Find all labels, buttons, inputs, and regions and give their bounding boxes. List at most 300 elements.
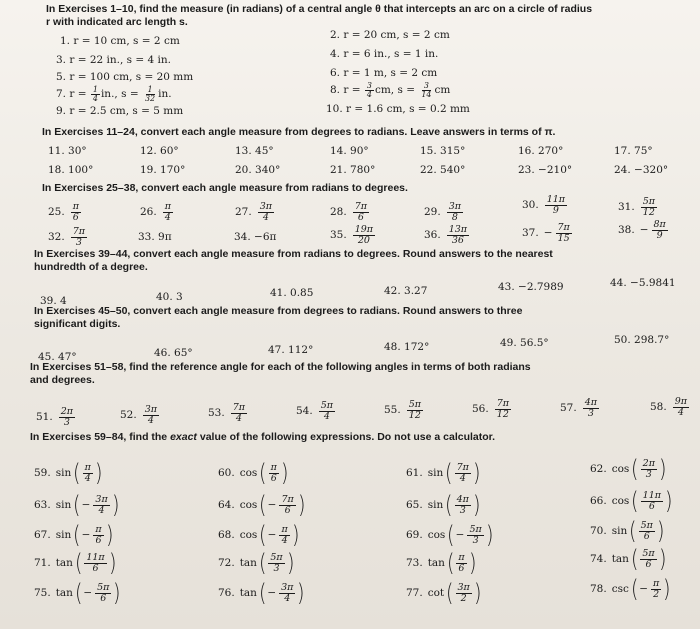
angle-fraction-denominator: 3 bbox=[63, 416, 70, 428]
exercise-2: 2. r = 20 cm, s = 2 cm bbox=[330, 29, 450, 41]
angle-fraction-denominator: 3 bbox=[273, 562, 280, 574]
angle-fraction bbox=[456, 583, 472, 604]
minus-sign: − bbox=[639, 224, 649, 236]
angle-fraction-numerator: 5π bbox=[640, 519, 653, 531]
exercise-deg-to-rad-round: 47. 112° bbox=[268, 344, 314, 356]
right-paren: ) bbox=[105, 521, 114, 549]
right-paren: ) bbox=[664, 487, 673, 515]
angle-fraction-denominator: 6 bbox=[645, 558, 652, 570]
angle-fraction bbox=[456, 553, 466, 574]
angle-fraction-denominator: 6 bbox=[357, 211, 364, 223]
angle-fraction bbox=[71, 227, 87, 248]
right-paren: ) bbox=[108, 549, 117, 577]
angle-fraction-denominator: 6 bbox=[100, 592, 107, 604]
angle-fraction-denominator: 4 bbox=[284, 592, 291, 604]
exercise-rad-to-deg bbox=[235, 199, 275, 225]
exercise-8-s-fraction: $\frac{3}{14}$ bbox=[421, 80, 432, 99]
angle-fraction-numerator: 5π bbox=[642, 547, 655, 559]
left-paren: ( bbox=[258, 579, 267, 607]
exercise-number: 75. bbox=[34, 587, 51, 599]
exercise-reference-angle bbox=[560, 395, 600, 421]
exercise-9: 9. r = 2.5 cm, s = 5 mm bbox=[56, 105, 184, 117]
exercise-number: 36. bbox=[424, 229, 441, 241]
section-7-heading-exact: exact bbox=[170, 431, 197, 443]
angle-fraction-denominator: 4 bbox=[98, 504, 105, 516]
angle-fraction bbox=[83, 463, 93, 484]
angle-fraction-denominator: 3 bbox=[472, 534, 479, 546]
exercise-6: 6. r = 1 m, s = 2 cm bbox=[330, 67, 438, 79]
exercise-exact-value bbox=[218, 460, 289, 486]
angle-fraction bbox=[268, 553, 284, 574]
angle-fraction-numerator: 3π bbox=[95, 493, 108, 505]
angle-fraction-denominator: 3 bbox=[587, 407, 594, 419]
exercise-deg-to-rad-round: 48. 172° bbox=[384, 341, 430, 353]
exercise-number: 28. bbox=[330, 206, 347, 218]
angle-fraction-denominator: 6 bbox=[643, 530, 650, 542]
angle-fraction-numerator: 5π bbox=[97, 581, 110, 593]
angle-fraction-denominator: 4 bbox=[323, 410, 330, 422]
angle-fraction-numerator: π bbox=[458, 551, 465, 563]
exercise-number: 56. bbox=[472, 403, 489, 415]
exercise-number: 35. bbox=[330, 229, 347, 241]
exercise-number: 66. bbox=[590, 495, 607, 507]
right-paren: ) bbox=[656, 517, 665, 545]
exercise-number: 30. bbox=[522, 199, 539, 211]
exercise-exact-value bbox=[406, 492, 481, 518]
exercise-number: 65. bbox=[406, 499, 423, 511]
angle-fraction-numerator: 7π bbox=[557, 221, 570, 233]
trig-function: sin bbox=[55, 499, 72, 511]
left-paren: ( bbox=[630, 575, 639, 603]
angle-fraction-denominator: 6 bbox=[270, 472, 277, 484]
exercise-8-text-c: cm bbox=[434, 84, 451, 96]
exercise-4: 4. r = 6 in., s = 1 in. bbox=[330, 48, 439, 60]
section-5-heading-line2: significant digits. bbox=[34, 318, 121, 330]
exercise-deg-to-rad-round: 50. 298.7° bbox=[614, 334, 670, 346]
exercise-number: 52. bbox=[120, 409, 137, 421]
exercise-exact-value bbox=[218, 580, 306, 606]
exercise-1: 1. r = 10 cm, s = 2 cm bbox=[60, 35, 180, 47]
angle-fraction-numerator: π bbox=[270, 461, 277, 473]
left-paren: ( bbox=[631, 455, 639, 483]
exercise-deg-to-rad-round: 46. 65° bbox=[154, 347, 193, 359]
exercise-exact-value bbox=[406, 460, 481, 486]
exercise-exact-value bbox=[34, 580, 122, 606]
exercise-exact-value bbox=[406, 550, 477, 576]
angle-fraction-denominator: 4 bbox=[84, 472, 91, 484]
right-paren: ) bbox=[485, 521, 494, 549]
angle-fraction bbox=[95, 583, 111, 604]
right-paren: ) bbox=[472, 491, 481, 519]
exercise-7-text-c: in. bbox=[158, 88, 172, 100]
angle-fraction bbox=[651, 579, 661, 600]
section-1-heading-line2: r with indicated arc length s. bbox=[46, 16, 188, 28]
exercise-rad-to-deg-round: 42. 3.27 bbox=[384, 285, 428, 297]
angle-fraction bbox=[641, 491, 663, 512]
exercise-number: 27. bbox=[235, 206, 252, 218]
exercise-rad-to-deg bbox=[522, 192, 568, 218]
exercise-exact-value bbox=[34, 550, 117, 576]
angle-fraction bbox=[447, 225, 469, 246]
exercise-reference-angle bbox=[296, 398, 336, 424]
trig-function: cos bbox=[611, 463, 630, 475]
exercise-deg-row1: 15. 315° bbox=[420, 145, 466, 157]
trig-function: tan bbox=[239, 557, 257, 569]
minus-sign: − bbox=[639, 583, 649, 595]
exercise-number: 31. bbox=[618, 201, 635, 213]
angle-fraction-numerator: π bbox=[164, 200, 171, 212]
exercise-number: 73. bbox=[406, 557, 423, 569]
angle-fraction-denominator: 6 bbox=[72, 211, 79, 223]
section-6-heading-line2: and degrees. bbox=[30, 374, 95, 386]
exercise-7-text-b: in., s = bbox=[100, 88, 139, 100]
left-paren: ( bbox=[447, 521, 455, 549]
exercise-exact-value bbox=[218, 522, 300, 548]
angle-fraction bbox=[545, 195, 567, 216]
right-paren: ) bbox=[658, 455, 667, 483]
angle-fraction bbox=[556, 223, 572, 244]
exercise-number: 77. bbox=[406, 587, 423, 599]
left-paren: ( bbox=[74, 549, 83, 577]
exercise-reference-angle bbox=[36, 404, 76, 430]
exercise-number: 25. bbox=[48, 206, 65, 218]
exercise-exact-value bbox=[590, 576, 672, 602]
angle-fraction-numerator: 5π bbox=[320, 399, 333, 411]
exercise-7-s-fraction: $\frac{1}{32}$ bbox=[144, 84, 156, 103]
exercise-number: 38. bbox=[618, 224, 635, 236]
right-paren: ) bbox=[94, 459, 103, 487]
exercise-exact-value bbox=[590, 488, 673, 514]
minus-sign: − bbox=[455, 529, 465, 541]
exercise-number: 62. bbox=[590, 463, 607, 475]
exercise-8 bbox=[330, 80, 451, 99]
angle-fraction-denominator: 4 bbox=[677, 406, 684, 418]
angle-fraction-numerator: 5π bbox=[469, 523, 482, 535]
angle-fraction-numerator: 7π bbox=[232, 401, 245, 413]
exercise-number: 72. bbox=[218, 557, 235, 569]
angle-fraction-numerator: 5π bbox=[270, 551, 283, 563]
angle-fraction bbox=[279, 525, 289, 546]
exercise-rad-to-deg bbox=[48, 224, 88, 250]
left-paren: ( bbox=[630, 545, 639, 573]
section-4-heading-line1: In Exercises 39–44, convert each angle measure from radians to degrees. Round answers to the nearest bbox=[34, 248, 553, 260]
right-paren: ) bbox=[297, 579, 305, 607]
angle-fraction bbox=[495, 399, 511, 420]
angle-fraction-denominator: 2 bbox=[460, 592, 467, 604]
right-paren: ) bbox=[472, 459, 481, 487]
exercise-8-text-b: cm, s = bbox=[374, 84, 415, 96]
exercise-rad-to-deg-round: 41. 0.85 bbox=[270, 287, 314, 299]
exercise-rad-to-deg bbox=[424, 222, 470, 248]
angle-fraction bbox=[143, 405, 159, 426]
angle-fraction bbox=[71, 202, 81, 223]
exercise-reference-angle bbox=[208, 400, 248, 426]
angle-fraction-numerator: 8π bbox=[653, 218, 666, 230]
angle-fraction-denominator: 4 bbox=[235, 412, 242, 424]
angle-fraction-denominator: 6 bbox=[92, 562, 99, 574]
angle-fraction bbox=[673, 397, 689, 418]
section-4-heading-line2: hundredth of a degree. bbox=[34, 261, 148, 273]
angle-fraction bbox=[319, 401, 335, 422]
angle-fraction-denominator: 3 bbox=[645, 468, 652, 480]
right-paren: ) bbox=[297, 491, 306, 519]
exercise-exact-value bbox=[218, 492, 306, 518]
exercise-reference-angle bbox=[472, 396, 512, 422]
angle-fraction-numerator: 5π bbox=[408, 398, 421, 410]
angle-fraction-denominator: 2 bbox=[653, 588, 660, 600]
exercise-exact-value bbox=[34, 460, 103, 486]
exercise-number: 29. bbox=[424, 206, 441, 218]
exercise-exact-value bbox=[590, 456, 667, 482]
exercise-deg-row1: 11. 30° bbox=[48, 145, 87, 157]
exercise-deg-row2: 21. 780° bbox=[330, 164, 376, 176]
section-7-heading bbox=[30, 431, 495, 444]
exercise-deg-row1: 13. 45° bbox=[235, 145, 274, 157]
angle-fraction-denominator: 9 bbox=[656, 229, 663, 241]
angle-fraction-denominator: 8 bbox=[451, 211, 458, 223]
exercise-number: 69. bbox=[406, 529, 423, 541]
section-6-heading-line1: In Exercises 51–58, find the reference angle for each of the following angles in terms of both radians bbox=[30, 361, 531, 373]
angle-fraction bbox=[59, 407, 75, 428]
angle-fraction-denominator: 6 bbox=[284, 504, 291, 516]
angle-fraction bbox=[447, 202, 463, 223]
exercise-rad-to-deg bbox=[140, 199, 174, 225]
angle-fraction bbox=[455, 463, 471, 484]
minus-sign: − bbox=[267, 529, 277, 541]
left-paren: ( bbox=[258, 549, 267, 577]
exercise-deg-to-rad-round: 45. 47° bbox=[38, 351, 77, 363]
angle-fraction-numerator: π bbox=[653, 577, 660, 589]
exercise-rad-to-deg bbox=[618, 217, 669, 243]
angle-fraction bbox=[407, 400, 423, 421]
exercise-number: 63. bbox=[34, 499, 51, 511]
angle-fraction-denominator: 36 bbox=[451, 234, 464, 246]
left-paren: ( bbox=[259, 521, 267, 549]
angle-fraction bbox=[652, 220, 668, 241]
angle-fraction-denominator: 6 bbox=[95, 534, 102, 546]
minus-sign: − bbox=[267, 587, 277, 599]
exercise-exact-value bbox=[218, 550, 295, 576]
angle-fraction-numerator: 11π bbox=[642, 489, 662, 501]
angle-fraction bbox=[639, 521, 655, 542]
exercise-number: 78. bbox=[590, 583, 607, 595]
exercise-number: 70. bbox=[590, 525, 607, 537]
exercise-number: 26. bbox=[140, 206, 157, 218]
section-1-heading-line1: In Exercises 1–10, find the measure (in radians) of a central angle θ that intercepts an arc on a circle of radius bbox=[46, 3, 593, 15]
left-paren: ( bbox=[446, 549, 455, 577]
exercise-deg-row2: 22. 540° bbox=[420, 164, 466, 176]
left-paren: ( bbox=[629, 517, 637, 545]
angle-fraction bbox=[93, 525, 103, 546]
angle-fraction-numerator: π bbox=[84, 461, 91, 473]
minus-sign: − bbox=[543, 227, 553, 239]
exercise-5: 5. r = 100 cm, s = 20 mm bbox=[56, 71, 194, 83]
angle-fraction-denominator: 4 bbox=[147, 414, 154, 426]
angle-fraction bbox=[231, 403, 247, 424]
angle-fraction-denominator: 4 bbox=[262, 211, 269, 223]
exercise-rad-to-deg-round: 40. 3 bbox=[156, 291, 183, 303]
angle-fraction-denominator: 3 bbox=[459, 504, 466, 516]
angle-fraction bbox=[467, 525, 483, 546]
angle-fraction bbox=[269, 463, 279, 484]
left-paren: ( bbox=[446, 579, 454, 607]
exercise-34: 34. −6π bbox=[234, 231, 277, 243]
exercise-deg-row1: 14. 90° bbox=[330, 145, 369, 157]
exercise-number: 76. bbox=[218, 587, 235, 599]
angle-fraction bbox=[353, 202, 369, 223]
exercise-10: 10. r = 1.6 cm, s = 0.2 mm bbox=[326, 103, 470, 115]
angle-fraction bbox=[641, 197, 657, 218]
trig-function: cos bbox=[239, 467, 258, 479]
exercise-deg-row2: 18. 100° bbox=[48, 164, 94, 176]
exercise-exact-value bbox=[34, 492, 120, 518]
trig-function: cot bbox=[427, 587, 445, 599]
left-paren: ( bbox=[445, 491, 453, 519]
trig-function: sin bbox=[611, 525, 628, 537]
angle-fraction-denominator: 12 bbox=[642, 206, 655, 218]
exercise-deg-to-rad-round: 49. 56.5° bbox=[500, 337, 549, 349]
exercise-number: 55. bbox=[384, 404, 401, 416]
exercise-8-r-fraction: $\frac{3}{4}$ bbox=[366, 80, 372, 99]
exercise-rad-to-deg-round: 43. −2.7989 bbox=[498, 281, 564, 293]
trig-function: cos bbox=[427, 529, 446, 541]
angle-fraction-denominator: 20 bbox=[357, 234, 370, 246]
section-3-heading: In Exercises 25–38, convert each angle measure from radians to degrees. bbox=[42, 182, 408, 194]
exercise-number: 74. bbox=[590, 553, 607, 565]
angle-fraction-denominator: 4 bbox=[459, 472, 466, 484]
angle-fraction-numerator: 19π bbox=[354, 223, 374, 235]
angle-fraction bbox=[84, 553, 106, 574]
exercise-number: 68. bbox=[218, 529, 235, 541]
trig-function: sin bbox=[55, 529, 72, 541]
exercise-deg-row1: 16. 270° bbox=[518, 145, 564, 157]
minus-sign: − bbox=[81, 499, 91, 511]
angle-fraction bbox=[163, 202, 173, 223]
exercise-deg-row1: 17. 75° bbox=[614, 145, 653, 157]
exercise-number: 57. bbox=[560, 402, 577, 414]
exercise-number: 59. bbox=[34, 467, 51, 479]
section-7-heading-c: value of the following expressions. Do not use a calculator. bbox=[196, 431, 496, 443]
exercise-7-r-fraction: $\frac{1}{4}$ bbox=[92, 84, 98, 103]
angle-fraction-numerator: 7π bbox=[456, 461, 469, 473]
angle-fraction-numerator: 3π bbox=[448, 200, 461, 212]
exercise-number: 64. bbox=[218, 499, 235, 511]
angle-fraction bbox=[258, 202, 274, 223]
angle-fraction-numerator: 3π bbox=[144, 403, 157, 415]
angle-fraction-denominator: 12 bbox=[496, 408, 509, 420]
angle-fraction-denominator: 3 bbox=[75, 236, 82, 248]
minus-sign: − bbox=[81, 529, 91, 541]
angle-fraction-numerator: 7π bbox=[354, 200, 367, 212]
angle-fraction-denominator: 6 bbox=[648, 500, 655, 512]
left-paren: ( bbox=[73, 491, 81, 519]
section-7-heading-a: In Exercises 59–84, find the bbox=[30, 431, 171, 443]
right-paren: ) bbox=[113, 579, 121, 607]
angle-fraction-numerator: 11π bbox=[546, 193, 566, 205]
exercise-rad-to-deg bbox=[48, 199, 82, 225]
angle-fraction-numerator: π bbox=[72, 200, 79, 212]
right-paren: ) bbox=[658, 545, 667, 573]
trig-function: tan bbox=[55, 557, 73, 569]
trig-function: csc bbox=[611, 583, 629, 595]
exercise-number: 54. bbox=[296, 405, 313, 417]
exercise-deg-row2: 24. −320° bbox=[614, 164, 669, 176]
angle-fraction-numerator: 7π bbox=[281, 493, 294, 505]
angle-fraction-numerator: 11π bbox=[86, 551, 105, 563]
trig-function: tan bbox=[611, 553, 629, 565]
exercise-rad-to-deg-round: 39. 4 bbox=[40, 295, 67, 307]
left-paren: ( bbox=[259, 459, 267, 487]
exercise-number: 37. bbox=[522, 227, 539, 239]
trig-function: cos bbox=[239, 499, 258, 511]
exercise-deg-row1: 12. 60° bbox=[140, 145, 179, 157]
exercise-exact-value bbox=[406, 522, 494, 548]
right-paren: ) bbox=[663, 575, 671, 603]
angle-fraction bbox=[93, 495, 109, 516]
angle-fraction-denominator: 6 bbox=[458, 562, 465, 574]
angle-fraction-numerator: 5π bbox=[642, 195, 655, 207]
trig-function: cos bbox=[611, 495, 630, 507]
angle-fraction-denominator: 4 bbox=[281, 534, 288, 546]
exercise-number: 53. bbox=[208, 407, 225, 419]
angle-fraction-numerator: 3π bbox=[457, 581, 470, 593]
section-2-heading: In Exercises 11–24, convert each angle measure from degrees to radians. Leave answers in terms of π. bbox=[42, 126, 556, 138]
right-paren: ) bbox=[280, 459, 289, 487]
left-paren: ( bbox=[631, 487, 639, 515]
exercise-deg-row2: 23. −210° bbox=[518, 164, 573, 176]
trig-function: cos bbox=[239, 529, 258, 541]
minus-sign: − bbox=[83, 587, 93, 599]
exercise-number: 67. bbox=[34, 529, 51, 541]
section-5-heading-line1: In Exercises 45–50, convert each angle measure from degrees to radians. Round answers to three bbox=[34, 305, 523, 317]
left-paren: ( bbox=[445, 459, 453, 487]
angle-fraction-numerator: 7π bbox=[72, 225, 85, 237]
exercise-number: 32. bbox=[48, 231, 65, 243]
exercise-exact-value bbox=[590, 546, 667, 572]
right-paren: ) bbox=[473, 579, 482, 607]
exercise-33: 33. 9π bbox=[138, 231, 172, 243]
angle-fraction bbox=[583, 398, 599, 419]
angle-fraction-denominator: 4 bbox=[164, 211, 171, 223]
angle-fraction-numerator: 13π bbox=[448, 223, 468, 235]
exercise-number: 51. bbox=[36, 411, 53, 423]
left-paren: ( bbox=[259, 491, 267, 519]
angle-fraction bbox=[641, 459, 657, 480]
exercise-number: 71. bbox=[34, 557, 51, 569]
exercise-rad-to-deg bbox=[522, 220, 573, 246]
left-paren: ( bbox=[73, 459, 81, 487]
angle-fraction-numerator: 3π bbox=[259, 200, 272, 212]
angle-fraction bbox=[353, 225, 375, 246]
angle-fraction-numerator: 4π bbox=[456, 493, 469, 505]
exercise-number: 61. bbox=[406, 467, 423, 479]
exercise-number: 60. bbox=[218, 467, 235, 479]
trig-function: sin bbox=[427, 467, 444, 479]
angle-fraction-numerator: 7π bbox=[496, 397, 509, 409]
right-paren: ) bbox=[111, 491, 120, 519]
trig-function: sin bbox=[55, 467, 72, 479]
exercise-8-text-a: 8. r = bbox=[330, 84, 361, 96]
right-paren: ) bbox=[291, 521, 300, 549]
angle-fraction-denominator: 15 bbox=[557, 232, 570, 244]
trig-function: tan bbox=[239, 587, 257, 599]
exercise-deg-row2: 20. 340° bbox=[235, 164, 281, 176]
angle-fraction-numerator: 2π bbox=[60, 405, 73, 417]
angle-fraction-denominator: 9 bbox=[552, 204, 559, 216]
angle-fraction-numerator: π bbox=[95, 523, 102, 535]
exercise-number: 58. bbox=[650, 401, 667, 413]
exercise-rad-to-deg bbox=[330, 222, 376, 248]
